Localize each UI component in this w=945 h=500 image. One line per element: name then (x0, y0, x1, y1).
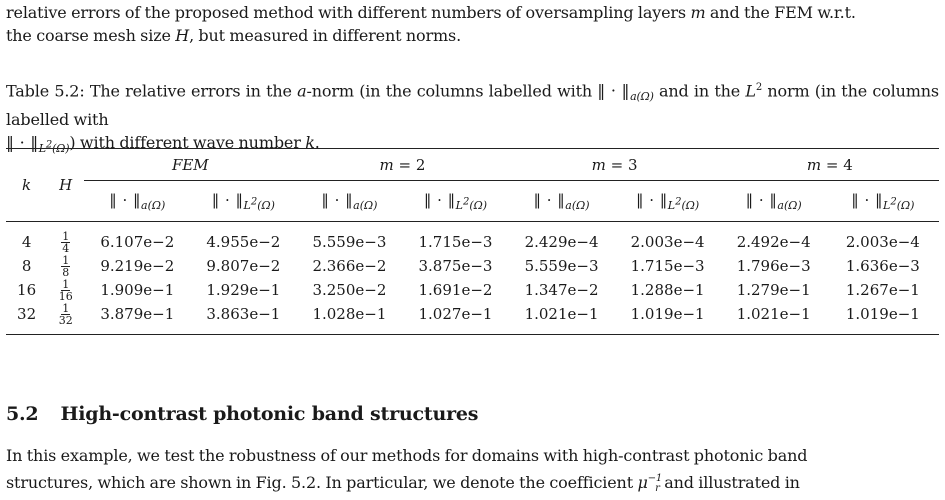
cell-value: 1.288e−1 (630, 281, 705, 299)
cell-value: 1.019e−1 (827, 302, 939, 335)
header-group-fem: FEM (84, 149, 296, 181)
cell-value: 3.863e−1 (190, 302, 296, 335)
cell-value: 3.879e−1 (84, 302, 190, 335)
cell-value: 1.796e−3 (736, 257, 811, 275)
body-text-3: and illustrated in (664, 473, 800, 492)
caption-var-L: L (745, 81, 756, 101)
body-mu: $\mu^{-1}_r$ (637, 473, 663, 494)
cell-value: 5.559e−3 (524, 257, 599, 275)
cell-value: 2.366e−2 (312, 257, 387, 275)
cell-value: 4.955e−2 (206, 233, 281, 251)
header-norm-a: ‖ · $‖_{a(\Omega)}$ (296, 181, 402, 222)
cell-value: 3.250e−2 (312, 281, 387, 299)
body-paragraph (6, 444, 939, 500)
header-norm-L2: ‖ · $‖_{L^2(\Omega)}$ (190, 181, 296, 222)
caption-text-3: and in the (659, 81, 741, 101)
table-caption: Table 5.2: The relative errors in the a-norm (in the columns labelled with ‖ · $‖_{a(\Omega)}$ and in the $L^2$ norm (in the columns labelled with ‖ · $‖_{L^2(\Omega)}$) with different wave number k. (6, 76, 939, 160)
cell-H: $\frac{1}{4}$ (62, 229, 70, 255)
cell-value: 1.715e−3 (418, 233, 493, 251)
section-heading (6, 403, 478, 425)
header-norm-a: ‖ · $‖_{a(\Omega)}$ (721, 181, 827, 222)
caption-norm-L2: ‖ · $‖_{L^2(\Omega)}$ (6, 133, 70, 156)
cell-H: $\frac{1}{32}$ (47, 302, 84, 335)
cell-k: 8 (21, 257, 32, 275)
caption-text-1: The relative errors in the (89, 81, 292, 101)
cell-value: 1.021e−1 (721, 302, 827, 335)
header-group-m2: m = 2 (296, 149, 508, 181)
table-row (6, 222, 939, 255)
intro-var-H: H (175, 26, 190, 45)
caption-text-5: ) with different wave number (69, 133, 301, 153)
table-body (6, 222, 939, 335)
cell-value: 1.027e−1 (402, 302, 508, 335)
cell-value: 2.429e−4 (524, 233, 599, 251)
cell-value: 1.267e−1 (845, 281, 920, 299)
caption-text-2: -norm (in the columns labelled with (306, 81, 593, 101)
body-text-1: In this example, we test the robustness of our methods for domains with high-contrast photonic band (6, 446, 808, 465)
intro-text-4: , but measured in different norms. (189, 26, 462, 45)
header-group-m3: m = 3 (509, 149, 721, 181)
table-header-row-2 (6, 181, 939, 222)
header-norm-a: ‖ · $‖_{a(\Omega)}$ (509, 181, 615, 222)
intro-text-2: and the FEM w.r.t. (709, 3, 856, 22)
caption-text-4: norm (in the columns labelled with (6, 81, 939, 130)
cell-value: 2.492e−4 (736, 233, 811, 251)
table-row (6, 278, 939, 302)
intro-text-3: the coarse mesh size (6, 26, 171, 45)
cell-value: 1.021e−1 (509, 302, 615, 335)
body-text-2: structures, which are shown in Fig. 5.2. In particular, we denote the coefficient (6, 473, 633, 492)
cell-value: 2.003e−4 (630, 233, 705, 251)
header-norm-L2: ‖ · $‖_{L^2(\Omega)}$ (402, 181, 508, 222)
cell-k: 4 (21, 233, 32, 251)
cell-value: 9.219e−2 (100, 257, 175, 275)
cell-value: 3.875e−3 (418, 257, 493, 275)
header-norm-a: ‖ · $‖_{a(\Omega)}$ (84, 181, 190, 222)
section-title: High-contrast photonic band structures (60, 403, 479, 425)
cell-k: 32 (6, 302, 47, 335)
cell-H: $\frac{1}{8}$ (62, 253, 70, 279)
cell-value: 2.003e−4 (845, 233, 920, 251)
cell-value: 1.691e−2 (418, 281, 493, 299)
cell-k: 16 (17, 281, 37, 299)
caption-var-a: a (297, 81, 307, 101)
intro-text-1: relative errors of the proposed method with different numbers of oversampling layers (6, 3, 686, 22)
header-norm-L2: ‖ · $‖_{L^2(\Omega)}$ (615, 181, 721, 222)
cell-value: 1.019e−1 (615, 302, 721, 335)
header-group-m4: m = 4 (721, 149, 939, 181)
table-row (6, 302, 939, 335)
intro-var-m: m (690, 3, 706, 22)
header-norm-L2: ‖ · $‖_{L^2(\Omega)}$ (827, 181, 939, 222)
cell-value: 1.347e−2 (524, 281, 599, 299)
caption-var-k: k (305, 133, 315, 153)
intro-paragraph (6, 1, 939, 47)
cell-value: 1.715e−3 (630, 257, 705, 275)
table-header-row-1 (6, 149, 939, 181)
caption-label: Table 5.2: (6, 81, 85, 101)
cell-value: 1.929e−1 (206, 281, 281, 299)
results-table (6, 148, 939, 335)
section-number: 5.2 (6, 403, 39, 425)
cell-value: 5.559e−3 (312, 233, 387, 251)
cell-H: $\frac{1}{16}$ (58, 277, 73, 303)
header-H: H (47, 149, 84, 222)
header-k: k (6, 149, 47, 222)
caption-norm-a: ‖ · $‖_{a(\Omega)}$ (597, 81, 654, 104)
caption-period: . (314, 133, 320, 153)
cell-value: 1.909e−1 (100, 281, 175, 299)
cell-value: 1.279e−1 (736, 281, 811, 299)
table-row (6, 254, 939, 278)
cell-value: 1.028e−1 (296, 302, 402, 335)
cell-value: 1.636e−3 (845, 257, 920, 275)
cell-value: 9.807e−2 (206, 257, 281, 275)
cell-value: 6.107e−2 (100, 233, 175, 251)
